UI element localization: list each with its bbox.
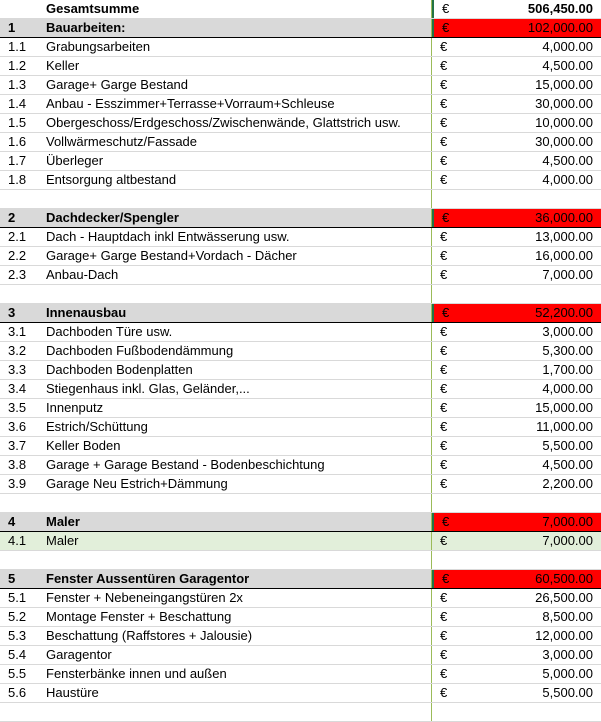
item-number[interactable]: 5.2	[8, 609, 27, 624]
total-label[interactable]: Gesamtsumme	[42, 0, 432, 18]
item-currency[interactable]: €	[440, 77, 448, 92]
item-description[interactable]: Montage Fenster + Beschattung	[42, 608, 432, 626]
item-currency[interactable]: €	[440, 628, 448, 643]
item-currency[interactable]: €	[440, 153, 448, 168]
item-number[interactable]: 2.3	[8, 267, 27, 282]
item-number[interactable]: 4.1	[8, 533, 27, 548]
item-number[interactable]: 3.8	[8, 457, 27, 472]
item-number[interactable]: 3.9	[8, 476, 27, 491]
item-currency[interactable]: €	[440, 381, 448, 396]
item-description[interactable]: Keller	[42, 57, 432, 75]
table-row	[0, 627, 601, 646]
item-description[interactable]: Stiegenhaus inkl. Glas, Geländer,...	[42, 380, 432, 398]
item-amount[interactable]: 7,000.00	[542, 267, 593, 282]
table-row	[0, 171, 601, 190]
section-currency[interactable]: €	[432, 304, 472, 322]
item-description[interactable]: Entsorgung altbestand	[42, 171, 432, 189]
table-row	[0, 684, 601, 703]
item-number[interactable]: 3.3	[8, 362, 27, 377]
item-number[interactable]: 3.4	[8, 381, 27, 396]
section-amount[interactable]: 102,000.00	[472, 19, 601, 37]
section-header-row	[0, 209, 601, 228]
item-number[interactable]: 1.3	[8, 77, 27, 92]
item-description[interactable]: Garage Neu Estrich+Dämmung	[42, 475, 432, 493]
section-title[interactable]: Bauarbeiten:	[42, 19, 432, 37]
item-currency[interactable]: €	[440, 39, 448, 54]
section-title[interactable]: Dachdecker/Spengler	[42, 209, 432, 227]
item-amount[interactable]: 15,000.00	[535, 400, 593, 415]
section-header-row	[0, 19, 601, 38]
item-amount[interactable]: 4,000.00	[542, 381, 593, 396]
item-amount[interactable]: 13,000.00	[535, 229, 593, 244]
blank-cell[interactable]	[42, 551, 432, 569]
item-currency[interactable]: €	[440, 324, 448, 339]
item-description[interactable]: Haustüre	[42, 684, 432, 702]
table-row	[0, 532, 601, 551]
item-description[interactable]: Anbau-Dach	[42, 266, 432, 284]
item-currency[interactable]: €	[440, 343, 448, 358]
item-amount[interactable]: 5,500.00	[542, 438, 593, 453]
item-amount[interactable]: 12,000.00	[535, 628, 593, 643]
table-row	[0, 456, 601, 475]
item-currency[interactable]: €	[440, 134, 448, 149]
section-amount[interactable]: 52,200.00	[472, 304, 601, 322]
item-number[interactable]: 1.1	[8, 39, 27, 54]
item-description[interactable]: Estrich/Schüttung	[42, 418, 432, 436]
item-description[interactable]: Anbau - Esszimmer+Terrasse+Vorraum+Schleuse	[42, 95, 432, 113]
table-row	[0, 608, 601, 627]
item-currency[interactable]: €	[440, 400, 448, 415]
item-amount[interactable]: 4,500.00	[542, 153, 593, 168]
item-amount[interactable]: 30,000.00	[535, 134, 593, 149]
section-amount[interactable]: 7,000.00	[472, 513, 601, 531]
table-row	[0, 76, 601, 95]
table-row	[0, 95, 601, 114]
section-number[interactable]: 3	[0, 304, 42, 322]
table-row	[0, 133, 601, 152]
item-description[interactable]: Dachboden Bodenplatten	[42, 361, 432, 379]
item-number[interactable]: 2.1	[8, 229, 27, 244]
table-row	[0, 247, 601, 266]
item-currency[interactable]: €	[440, 647, 448, 662]
item-currency[interactable]: €	[440, 666, 448, 681]
item-number[interactable]: 1.4	[8, 96, 27, 111]
item-amount[interactable]: 5,500.00	[542, 685, 593, 700]
item-number[interactable]: 5.5	[8, 666, 27, 681]
item-amount[interactable]: 8,500.00	[542, 609, 593, 624]
section-currency[interactable]: €	[432, 19, 472, 37]
item-currency[interactable]: €	[440, 438, 448, 453]
item-amount[interactable]: 3,000.00	[542, 647, 593, 662]
item-amount[interactable]: 2,200.00	[542, 476, 593, 491]
item-currency[interactable]: €	[440, 96, 448, 111]
table-row	[0, 114, 601, 133]
section-number[interactable]: 5	[0, 570, 42, 588]
section-title[interactable]: Maler	[42, 513, 432, 531]
item-number[interactable]: 5.3	[8, 628, 27, 643]
section-currency[interactable]: €	[432, 209, 472, 227]
section-currency[interactable]: €	[432, 570, 472, 588]
table-row	[0, 266, 601, 285]
item-currency[interactable]: €	[440, 419, 448, 434]
item-currency[interactable]: €	[440, 590, 448, 605]
item-description[interactable]: Innenputz	[42, 399, 432, 417]
item-currency[interactable]: €	[440, 476, 448, 491]
table-row	[0, 418, 601, 437]
section-amount[interactable]: 60,500.00	[472, 570, 601, 588]
item-description[interactable]: Fensterbänke innen und außen	[42, 665, 432, 683]
item-amount[interactable]: 15,000.00	[535, 77, 593, 92]
section-number[interactable]: 1	[0, 19, 42, 37]
item-amount[interactable]: 4,500.00	[542, 58, 593, 73]
item-currency[interactable]: €	[440, 533, 448, 548]
item-amount[interactable]: 1,700.00	[542, 362, 593, 377]
item-description[interactable]: Dach - Hauptdach inkl Entwässerung usw.	[42, 228, 432, 246]
blank-cell[interactable]	[42, 190, 432, 208]
table-row	[0, 589, 601, 608]
blank-cell[interactable]	[42, 703, 432, 721]
total-amount[interactable]: 506,450.00	[527, 1, 593, 16]
item-number[interactable]: 5.1	[8, 590, 27, 605]
item-description[interactable]: Beschattung (Raffstores + Jalousie)	[42, 627, 432, 645]
item-currency[interactable]: €	[440, 172, 448, 187]
item-number[interactable]: 1.7	[8, 153, 27, 168]
total-currency[interactable]: €	[432, 0, 472, 18]
section-header-row	[0, 513, 601, 532]
total-row	[0, 0, 601, 19]
blank-cell[interactable]	[42, 285, 432, 303]
item-number[interactable]: 1.8	[8, 172, 27, 187]
item-description[interactable]: Garage+ Garge Bestand	[42, 76, 432, 94]
item-number[interactable]: 1.2	[8, 58, 27, 73]
blank-cell[interactable]	[42, 494, 432, 512]
section-title[interactable]: Innenausbau	[42, 304, 432, 322]
item-amount[interactable]: 10,000.00	[535, 115, 593, 130]
item-number[interactable]: 2.2	[8, 248, 27, 263]
item-number[interactable]: 3.5	[8, 400, 27, 415]
item-currency[interactable]: €	[440, 457, 448, 472]
table-row	[0, 152, 601, 171]
item-number[interactable]: 1.6	[8, 134, 27, 149]
item-description[interactable]: Obergeschoss/Erdgeschoss/Zwischenwände, Glattstrich usw.	[42, 114, 432, 132]
item-number[interactable]: 3.7	[8, 438, 27, 453]
item-amount[interactable]: 30,000.00	[535, 96, 593, 111]
item-description[interactable]: Fenster + Nebeneingangstüren 2x	[42, 589, 432, 607]
table-row	[0, 361, 601, 380]
item-description[interactable]: Dachboden Fußbodendämmung	[42, 342, 432, 360]
table-row	[0, 399, 601, 418]
item-description[interactable]: Überleger	[42, 152, 432, 170]
item-currency[interactable]: €	[440, 115, 448, 130]
item-currency[interactable]: €	[440, 362, 448, 377]
table-row	[0, 646, 601, 665]
item-description[interactable]: Garage+ Garge Bestand+Vordach - Dächer	[42, 247, 432, 265]
table-row	[0, 437, 601, 456]
item-currency[interactable]: €	[440, 685, 448, 700]
blank-row	[0, 190, 601, 209]
section-title[interactable]: Fenster Aussentüren Garagentor	[42, 570, 432, 588]
item-number[interactable]: 1.5	[8, 115, 27, 130]
item-description[interactable]: Garage + Garage Bestand - Bodenbeschichtung	[42, 456, 432, 474]
item-number[interactable]: 5.6	[8, 685, 27, 700]
item-amount[interactable]: 5,000.00	[542, 666, 593, 681]
section-header-row	[0, 570, 601, 589]
item-amount[interactable]: 26,500.00	[535, 590, 593, 605]
item-amount[interactable]: 5,300.00	[542, 343, 593, 358]
table-row	[0, 38, 601, 57]
table-row	[0, 228, 601, 247]
item-number[interactable]: 5.4	[8, 647, 27, 662]
blank-row	[0, 285, 601, 304]
item-amount[interactable]: 16,000.00	[535, 248, 593, 263]
item-description[interactable]: Dachboden Türe usw.	[42, 323, 432, 341]
item-number[interactable]: 3.2	[8, 343, 27, 358]
table-row	[0, 475, 601, 494]
item-amount[interactable]: 4,000.00	[542, 172, 593, 187]
total-num-cell[interactable]	[0, 0, 42, 18]
item-amount[interactable]: 4,500.00	[542, 457, 593, 472]
item-description[interactable]: Vollwärmeschutz/Fassade	[42, 133, 432, 151]
item-number[interactable]: 3.6	[8, 419, 27, 434]
item-amount[interactable]: 11,000.00	[536, 419, 593, 434]
table-row	[0, 323, 601, 342]
blank-row	[0, 703, 601, 722]
item-description[interactable]: Garagentor	[42, 646, 432, 664]
blank-row	[0, 551, 601, 570]
table-row	[0, 665, 601, 684]
item-amount[interactable]: 7,000.00	[542, 533, 593, 548]
section-number[interactable]: 4	[0, 513, 42, 531]
item-currency[interactable]: €	[440, 229, 448, 244]
item-currency[interactable]: €	[440, 267, 448, 282]
item-amount[interactable]: 3,000.00	[542, 324, 593, 339]
table-row	[0, 380, 601, 399]
section-header-row	[0, 304, 601, 323]
section-currency[interactable]: €	[432, 513, 472, 531]
item-number[interactable]: 3.1	[8, 324, 27, 339]
item-currency[interactable]: €	[440, 58, 448, 73]
blank-row	[0, 494, 601, 513]
item-currency[interactable]: €	[440, 609, 448, 624]
item-description[interactable]: Grabungsarbeiten	[42, 38, 432, 56]
item-description[interactable]: Maler	[42, 532, 432, 550]
table-row	[0, 342, 601, 361]
section-amount[interactable]: 36,000.00	[472, 209, 601, 227]
item-currency[interactable]: €	[440, 248, 448, 263]
section-number[interactable]: 2	[0, 209, 42, 227]
item-description[interactable]: Keller Boden	[42, 437, 432, 455]
item-amount[interactable]: 4,000.00	[542, 39, 593, 54]
table-row	[0, 57, 601, 76]
